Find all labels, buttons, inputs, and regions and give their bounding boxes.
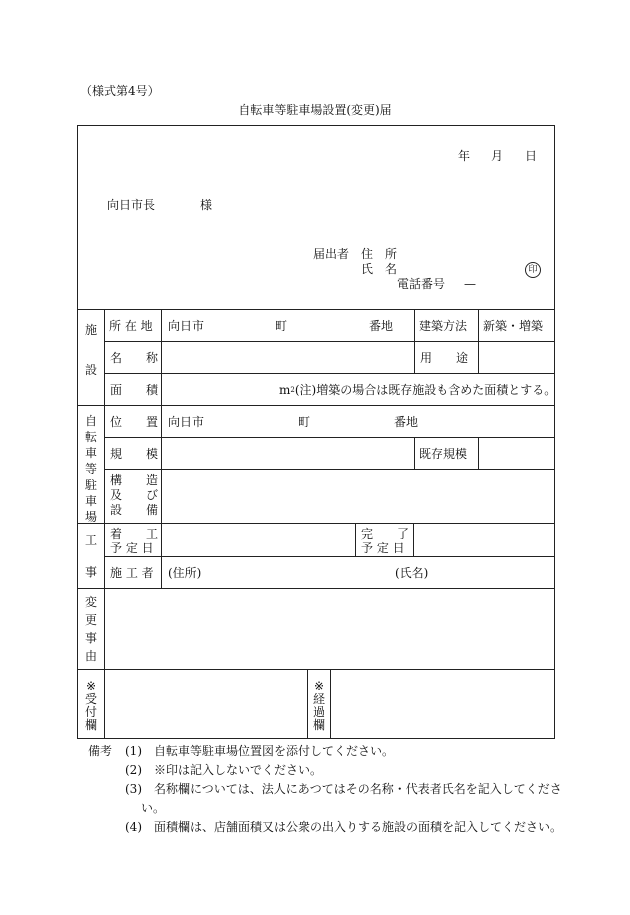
change-reason-label: 変 更 事 由 xyxy=(84,595,97,663)
honorific: 様 xyxy=(200,198,213,212)
note-3-num: (3) xyxy=(125,782,142,796)
construction-method-value: 新築・増築 xyxy=(483,319,544,333)
form-table xyxy=(77,125,555,739)
address-label: 住 所 xyxy=(361,247,398,261)
note-3-cont: い。 xyxy=(141,801,166,815)
facility-section-label: 施 設 xyxy=(84,323,97,377)
start-date-label: 着 工 予 定 日 xyxy=(110,527,159,555)
existing-scale-label: 既存規模 xyxy=(419,447,468,461)
work-section-label: 工 事 xyxy=(84,533,97,579)
phone-dash: — xyxy=(464,277,476,291)
note-4-text: 面積欄は、店舗面積又は公衆の出入りする施設の面積を記入してください。 xyxy=(154,820,563,834)
area-label: 面 積 xyxy=(110,383,159,397)
position-label: 位 置 xyxy=(110,415,159,429)
notes-heading: 備考 xyxy=(88,744,113,758)
name-label: 氏 名 xyxy=(361,262,398,276)
receipt-label: ※ 受 付 欄 xyxy=(84,679,97,732)
structure-label: 構 造 及 び 設 備 xyxy=(110,473,159,517)
date-day: 日 xyxy=(525,149,538,163)
use-label: 用 途 xyxy=(420,351,469,365)
location-banchi: 番地 xyxy=(369,319,394,333)
date-year: 年 xyxy=(458,149,471,163)
location-label: 所 在 地 xyxy=(109,319,153,333)
note-1-text: 自転車等駐車場位置図を添付してください。 xyxy=(154,744,395,758)
applicant-label: 届出者 xyxy=(313,247,350,261)
note-2-num: (2) xyxy=(125,763,142,777)
seal-mark: 印 xyxy=(525,262,541,278)
form-title: 自転車等駐車場設置(変更)届 xyxy=(238,103,392,117)
form-number: （様式第4号） xyxy=(80,84,160,98)
phone-label: 電話番号 xyxy=(397,277,446,291)
location-town: 町 xyxy=(275,319,288,333)
parking-section-label: 自 転 車 等 駐 車 場 xyxy=(84,414,97,524)
facility-name-label: 名 称 xyxy=(110,351,159,365)
position-banchi: 番地 xyxy=(394,415,419,429)
end-date-label: 完 了 予 定 日 xyxy=(361,527,410,555)
note-2-text: ※印は記入しないでください。 xyxy=(154,763,323,777)
area-note: $m^2$(注)増築の場合は既存施設も含めた面積とする。 xyxy=(279,383,557,397)
date-month: 月 xyxy=(491,149,504,163)
contractor-name: (氏名) xyxy=(395,566,429,580)
note-1-num: (1) xyxy=(125,744,142,758)
progress-label: ※ 経 過 欄 xyxy=(312,679,325,732)
location-city: 向日市 xyxy=(168,319,205,333)
position-city: 向日市 xyxy=(168,415,205,429)
contractor-address: (住所) xyxy=(168,566,202,580)
position-town: 町 xyxy=(298,415,311,429)
note-3-text: 名称欄については、法人にあつてはその名称・代表者氏名を記入してくださ xyxy=(154,782,562,796)
note-4-num: (4) xyxy=(125,820,142,834)
construction-method-label: 建築方法 xyxy=(419,319,468,333)
addressee: 向日市長 xyxy=(107,198,156,212)
scale-label: 規 模 xyxy=(110,447,159,461)
contractor-label: 施 工 者 xyxy=(110,566,154,580)
